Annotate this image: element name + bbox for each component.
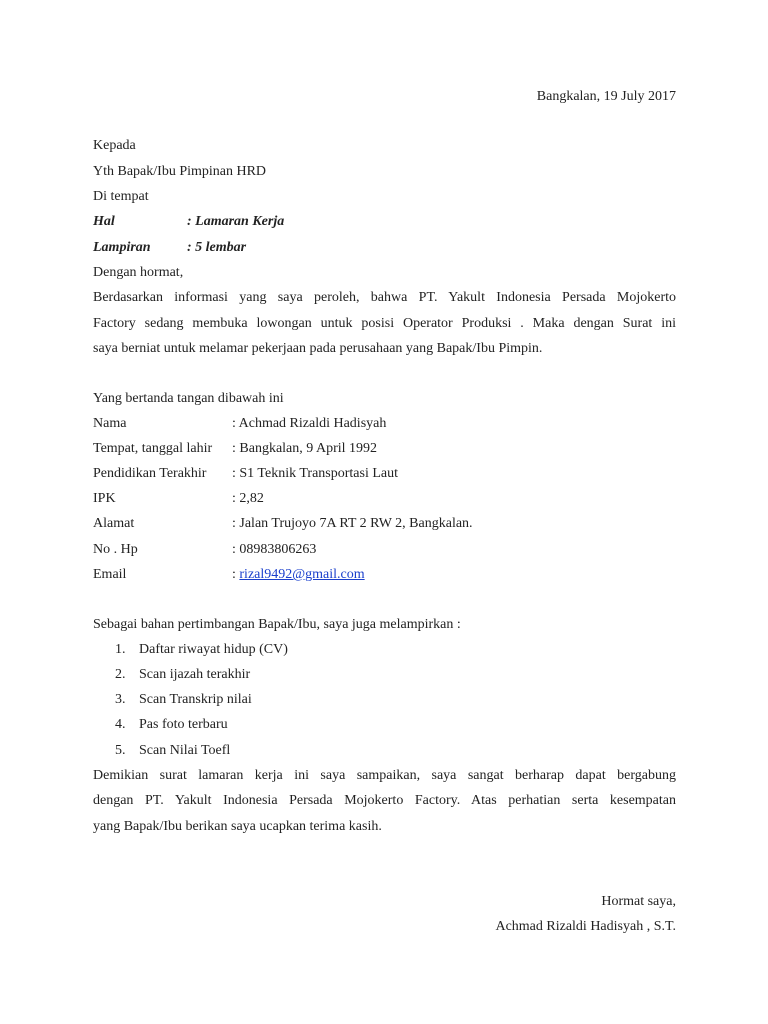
field-value-gpa: : 2,82	[232, 491, 264, 506]
field-label-gpa: IPK	[93, 491, 116, 506]
signed-intro: Yang bertanda tangan dibawah ini	[93, 391, 284, 406]
intro-line-2: Factory sedang membuka lowongan untuk posisi Operator Produksi . Maka dengan Surat ini	[93, 316, 676, 331]
attachment-num-4: 4.	[115, 717, 126, 732]
field-label-phone: No . Hp	[93, 542, 138, 557]
regards: Hormat saya,	[601, 894, 676, 909]
field-label-email: Email	[93, 567, 127, 582]
recipient-line-1: Kepada	[93, 138, 136, 153]
attachment-num-5: 5.	[115, 743, 126, 758]
field-label-name: Nama	[93, 416, 127, 431]
subject-label: Hal	[93, 214, 115, 229]
field-label-address: Alamat	[93, 516, 135, 531]
field-value-phone: : 08983806263	[232, 542, 317, 557]
attachments-intro: Sebagai bahan pertimbangan Bapak/Ibu, saya juga melampirkan :	[93, 617, 461, 632]
email-link[interactable]: rizal9492@gmail.com	[239, 567, 365, 582]
attachment-item-3: Scan Transkrip nilai	[139, 692, 252, 707]
attachment-item-4: Pas foto terbaru	[139, 717, 228, 732]
attachment-num-3: 3.	[115, 692, 126, 707]
intro-line-3: saya berniat untuk melamar pekerjaan pada perusahaan yang Bapak/Ibu Pimpin.	[93, 341, 543, 356]
recipient-line-3: Di tempat	[93, 189, 149, 204]
recipient-line-2: Yth Bapak/Ibu Pimpinan HRD	[93, 164, 267, 179]
attachment-value: : 5 lembar	[187, 240, 247, 255]
closing-line-3: yang Bapak/Ibu berikan saya ucapkan terima kasih.	[93, 819, 382, 834]
field-value-birth: : Bangkalan, 9 April 1992	[232, 441, 378, 456]
field-value-education: : S1 Teknik Transportasi Laut	[232, 466, 398, 481]
attachment-num-1: 1.	[115, 642, 126, 657]
attachment-num-2: 2.	[115, 667, 126, 682]
attachment-item-5: Scan Nilai Toefl	[139, 743, 231, 758]
field-value-name: : Achmad Rizaldi Hadisyah	[232, 416, 387, 431]
greeting: Dengan hormat,	[93, 265, 184, 280]
field-label-education: Pendidikan Terakhir	[93, 466, 207, 481]
intro-line-1: Berdasarkan informasi yang saya peroleh, bahwa PT. Yakult Indonesia Persada Mojokerto	[93, 290, 676, 305]
attachment-item-1: Daftar riwayat hidup (CV)	[139, 642, 288, 657]
attachment-label: Lampiran	[93, 240, 151, 255]
email-prefix: :	[232, 567, 240, 582]
closing-line-1: Demikian surat lamaran kerja ini saya sampaikan, saya sangat berharap dapat bergabung	[93, 768, 676, 783]
signature-name: Achmad Rizaldi Hadisyah , S.T.	[495, 919, 676, 934]
field-value-email	[232, 566, 365, 584]
field-label-birth: Tempat, tanggal lahir	[93, 441, 213, 456]
place-date: Bangkalan, 19 July 2017	[536, 89, 676, 104]
attachment-item-2: Scan ijazah terakhir	[139, 667, 251, 682]
field-value-address: : Jalan Trujoyo 7A RT 2 RW 2, Bangkalan.	[232, 516, 473, 531]
closing-line-2: dengan PT. Yakult Indonesia Persada Mojokerto Factory. Atas perhatian serta kesempatan	[93, 793, 676, 808]
subject-value: : Lamaran Kerja	[187, 214, 285, 229]
